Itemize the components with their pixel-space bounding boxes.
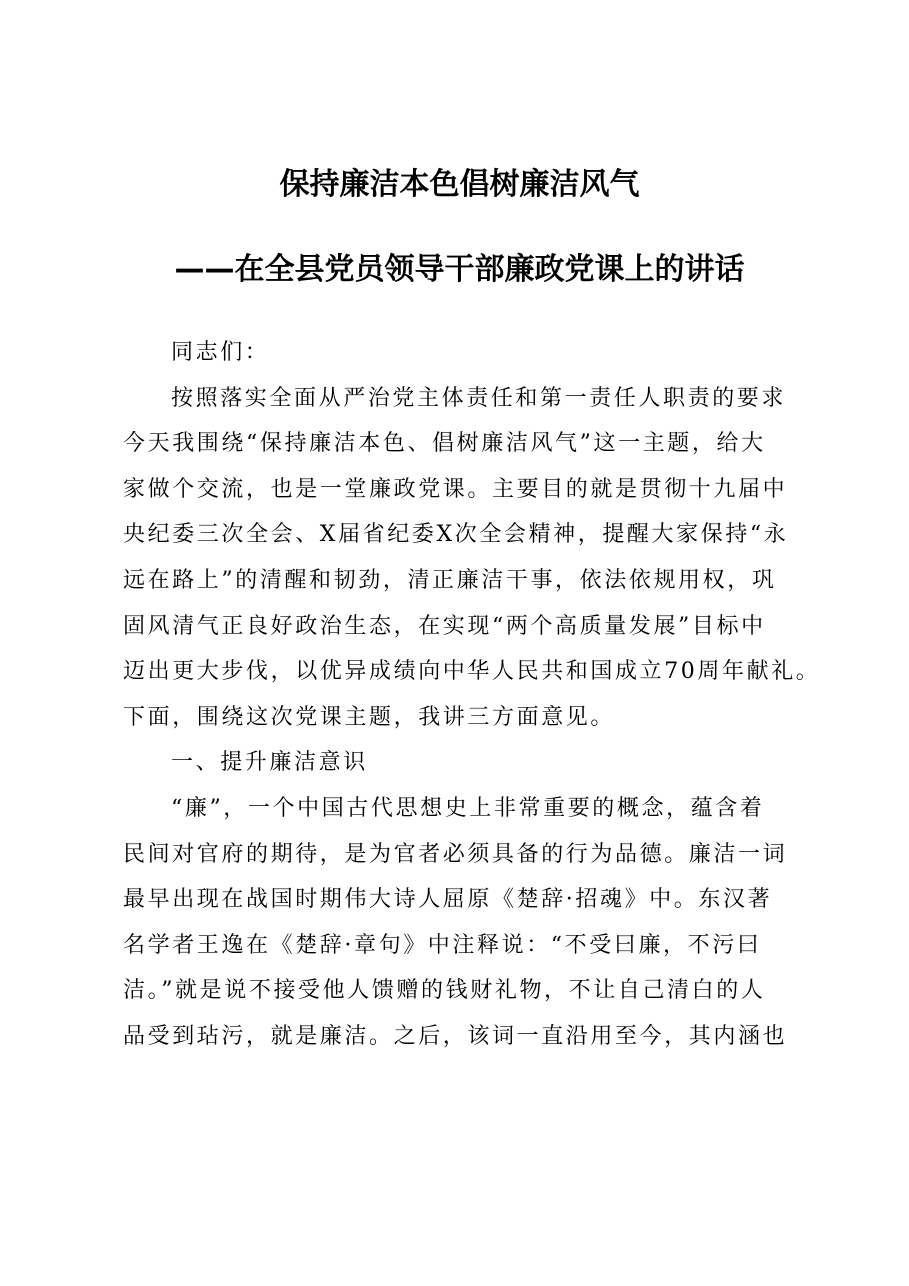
body-line: 按照落实全面从严治党主体责任和第一责任人职责的要求 [171, 385, 787, 411]
body-line: 迈出更大步伐，以优异成绩向中华人民共和国成立70周年献礼。 [123, 659, 821, 685]
body-line: 最早出现在战国时期伟大诗人屈原《楚辞·招魂》中。东汉著 [123, 887, 773, 913]
section-heading: 一、提升廉洁意识 [171, 750, 368, 776]
body-line: 央纪委三次全会、X届省纪委X次全会精神，提醒大家保持“永 [123, 522, 789, 548]
document-subtitle: ——在全县党员领导干部廉政党课上的讲话 [174, 252, 745, 287]
body-line: 远在路上”的清醒和韧劲，清正廉洁干事，依法依规用权，巩 [123, 567, 777, 593]
body-line: 下面，围绕这次党课主题，我讲三方面意见。 [123, 704, 616, 730]
body-line: 名学者王逸在《楚辞·章句》中注释说：“不受曰廉，不污曰 [123, 932, 762, 958]
document-title: 保持廉洁本色倡树廉洁风气 [279, 167, 640, 202]
body-line: 今天我围绕“保持廉洁本色、倡树廉洁风气”这一主题，给大 [123, 431, 766, 457]
body-line: 品受到玷污，就是廉洁。之后，该词一直沿用至今，其内涵也 [123, 1023, 788, 1049]
body-line: 固风清气正良好政治生态，在实现“两个高质量发展”目标中 [123, 613, 766, 639]
salutation-line: 同志们： [171, 340, 270, 365]
body-line: 洁。”就是说不接受他人馈赠的钱财礼物，不让自己清白的人 [123, 978, 766, 1004]
body-line: “廉”，一个中国古代思想史上非常重要的概念，蕴含着 [171, 795, 765, 821]
document-body [123, 330, 823, 1060]
body-line: 家做个交流，也是一堂廉政党课。主要目的就是贯彻十九届中 [123, 476, 788, 502]
body-line: 民间对官府的期待，是为官者必须具备的行为品德。廉洁一词 [123, 841, 788, 867]
